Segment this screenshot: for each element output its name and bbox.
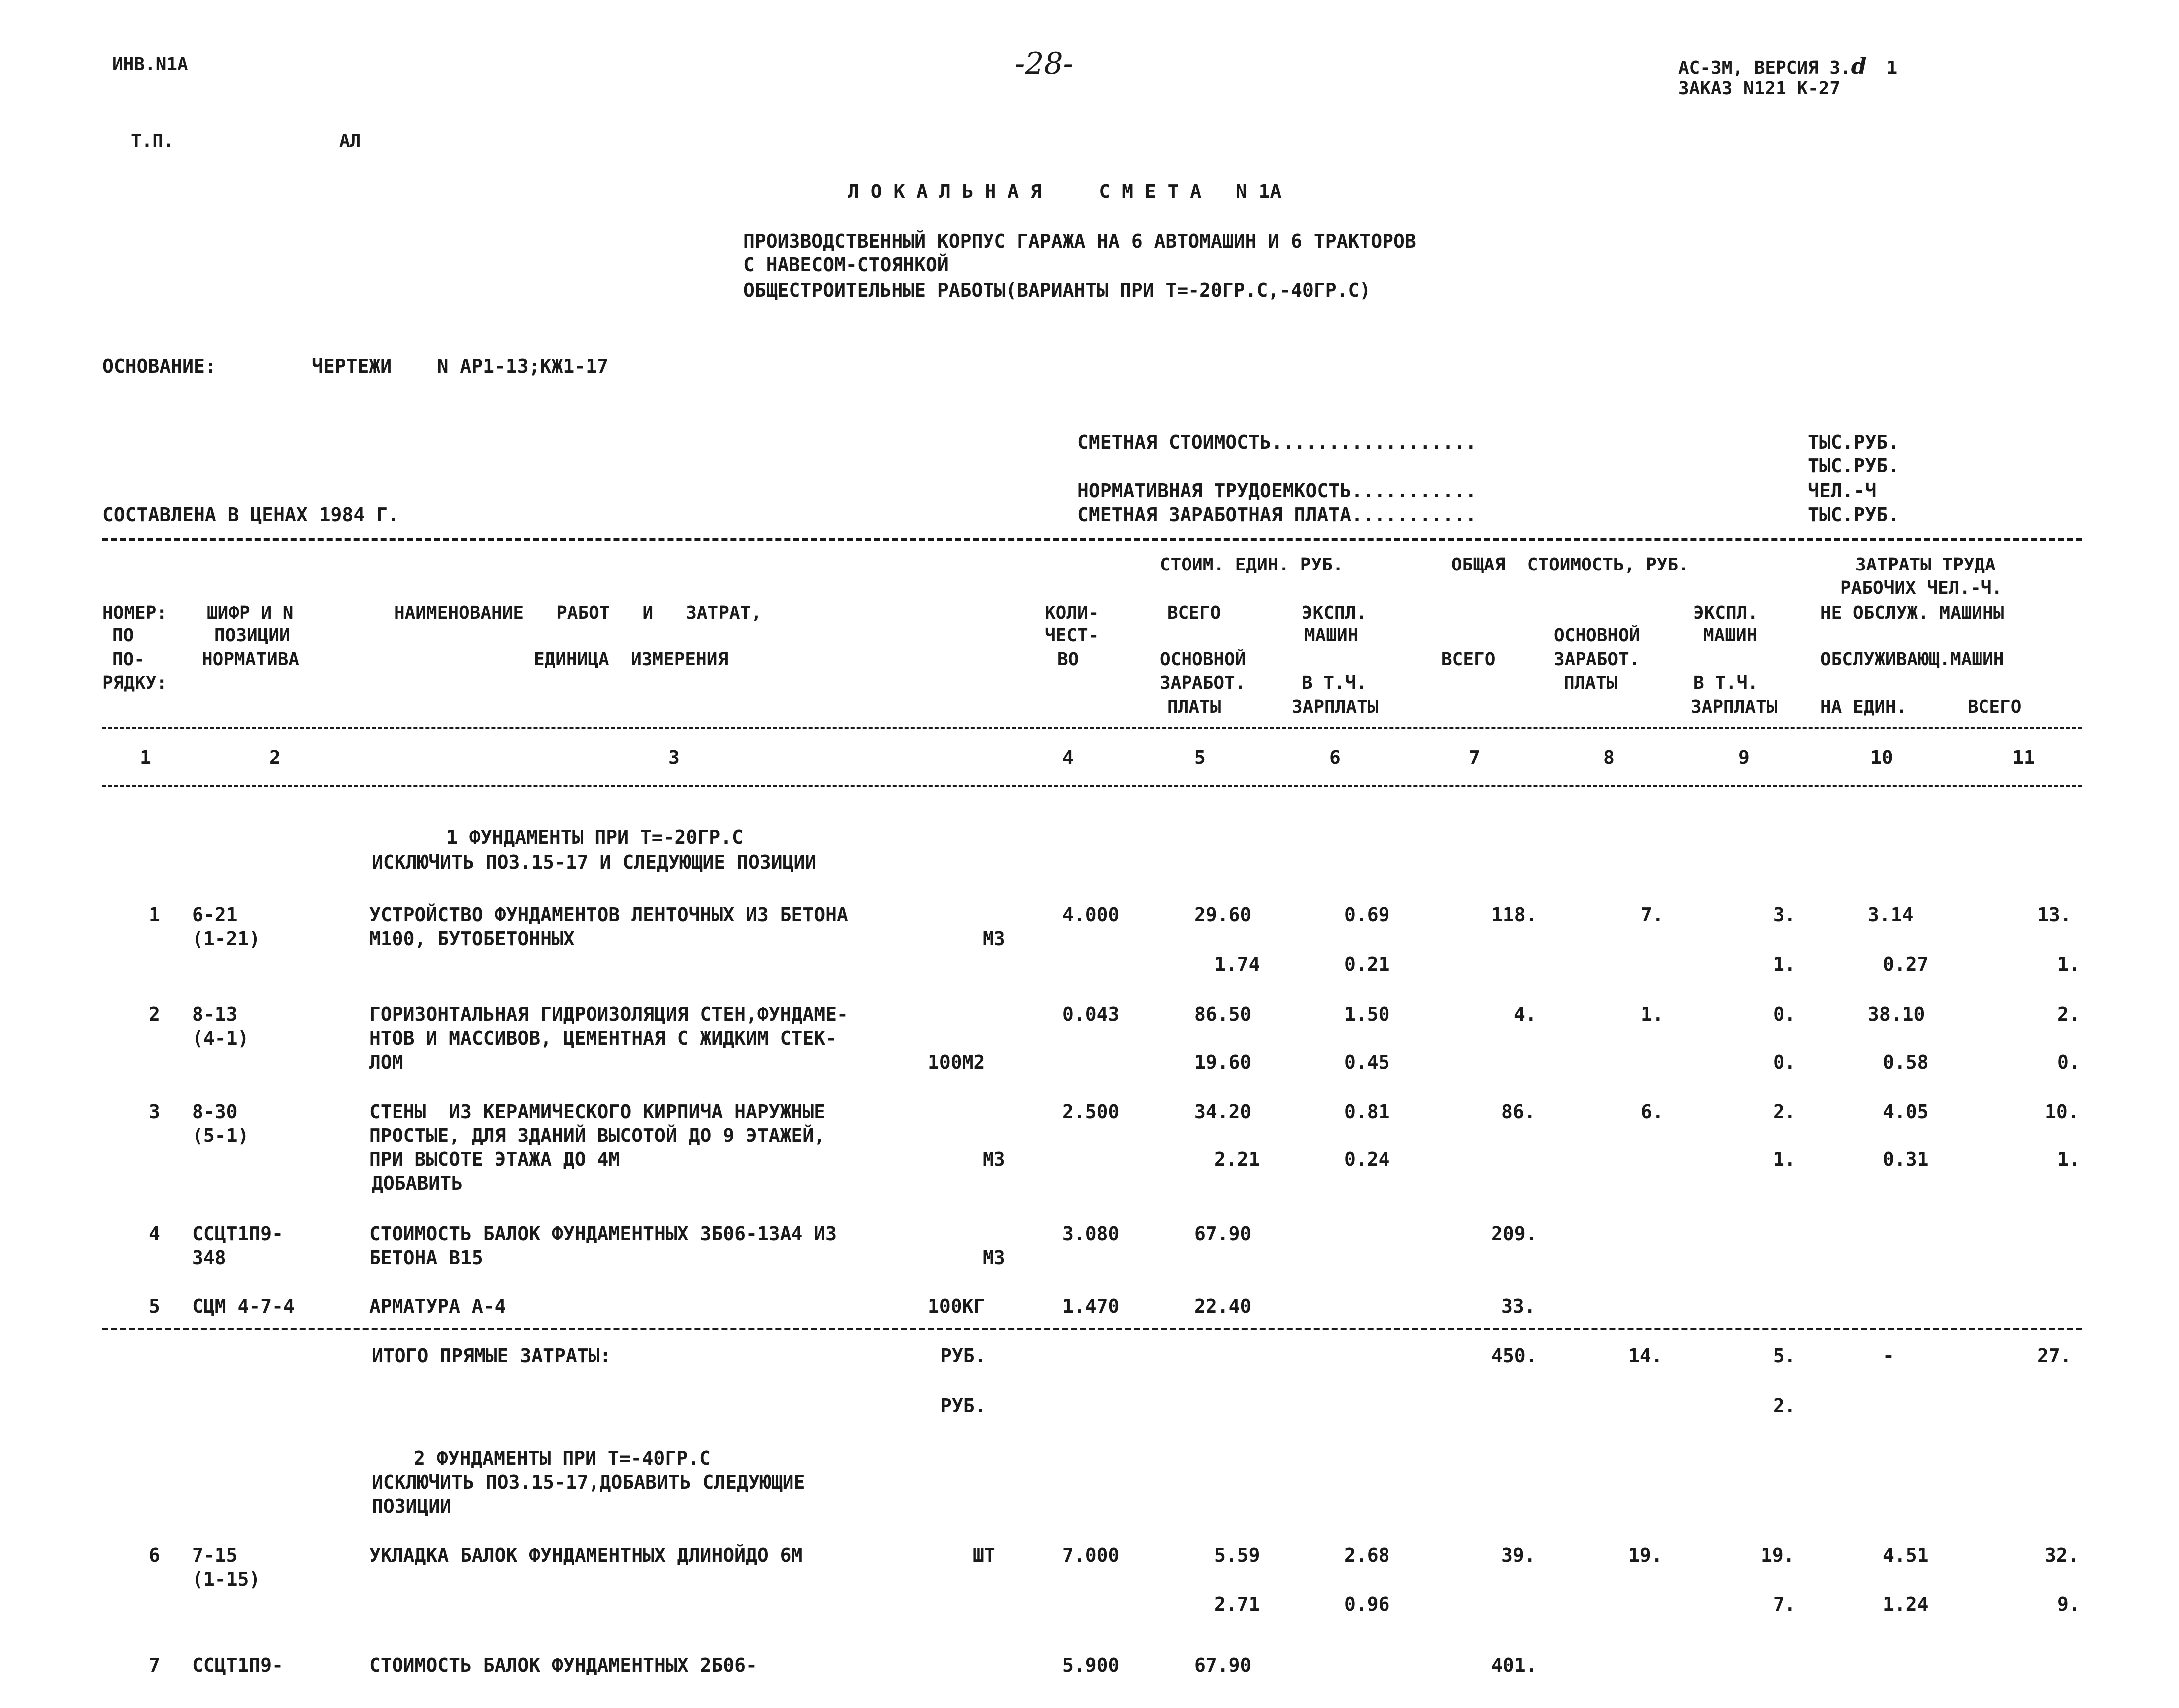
row-total: 4. — [1514, 1003, 1537, 1025]
hdr-col1-line2: ПО — [112, 625, 134, 646]
hdr-col6-line2: МАШИН — [1304, 625, 1359, 646]
row-name: УКЛАДКА БАЛОК ФУНДАМЕНТНЫХ ДЛИНОЙДО 6М — [369, 1544, 803, 1566]
row-name-2: БЕТОНА В15 — [369, 1247, 483, 1269]
hdr-col6-line4: ЗАРПЛАТЫ — [1292, 697, 1379, 717]
hdr-col4-line2: ЧЕСТ- — [1045, 625, 1099, 646]
basis-label: ОСНОВАНИЕ: — [102, 355, 216, 377]
basis-value: ЧЕРТЕЖИ N АР1-13;КЖ1-17 — [312, 355, 608, 377]
total-labor-unit: - — [1883, 1345, 1894, 1367]
row-unit-machines: 1.50 — [1344, 1003, 1390, 1025]
row-number: 7 — [149, 1654, 160, 1676]
section-1-title: 1 ФУНДАМЕНТЫ ПРИ Т=-20ГР.С — [446, 826, 743, 848]
colnum-2: 2 — [269, 747, 281, 768]
row-machines: 2. — [1773, 1101, 1796, 1123]
row-unit-total: 67.90 — [1194, 1223, 1252, 1245]
row-total: 118. — [1491, 904, 1537, 926]
row-wages: 19. — [1628, 1544, 1663, 1566]
row-number: 5 — [149, 1295, 160, 1317]
row-unit-wage: 2.21 — [1214, 1148, 1260, 1170]
summary-labor-intensity: НОРМАТИВНАЯ ТРУДОЕМКОСТЬ........... — [1077, 480, 1477, 502]
row-unit-machines: 0.69 — [1344, 904, 1390, 926]
row-labor-total-machine: 9. — [2057, 1593, 2080, 1615]
row-number: 3 — [149, 1101, 160, 1123]
hdr-col10: НА ЕДИН. — [1820, 697, 1907, 717]
hdr-col5-line3: ЗАРАБОТ. — [1160, 673, 1246, 693]
hdr-col4-line1: КОЛИ- — [1045, 603, 1099, 623]
total-labor-total: 27. — [2037, 1345, 2072, 1367]
row-unit-machine-wage: 0.45 — [1344, 1051, 1390, 1073]
tp-label: Т.П. — [131, 131, 174, 151]
row-unit: 100М2 — [928, 1051, 985, 1073]
hdr-col4-line3: ВО — [1057, 649, 1079, 670]
colnum-7: 7 — [1469, 747, 1480, 768]
row-code: 8-30 — [192, 1101, 238, 1123]
totals-rule — [102, 1328, 2082, 1330]
subtitle-line-1: ПРОИЗВОДСТВЕННЫЙ КОРПУС ГАРАЖА НА 6 АВТОМАШИН И 6 ТРАКТОРОВ — [743, 230, 1416, 252]
row-unit-total: 86.50 — [1194, 1003, 1252, 1025]
row-code-2: (5-1) — [192, 1125, 249, 1146]
row-name: СТОИМОСТЬ БАЛОК ФУНДАМЕНТНЫХ 3Б06-13А4 ИЗ — [369, 1223, 837, 1245]
row-code: ССЦТ1П9- — [192, 1223, 284, 1245]
row-machine-wage: 7. — [1773, 1593, 1796, 1615]
colnum-10: 10 — [1870, 747, 1893, 768]
section-1-note: ИСКЛЮЧИТЬ ПОЗ.15-17 И СЛЕДУЮЩИЕ ПОЗИЦИИ — [372, 851, 817, 873]
row-labor-unit: 3.14 — [1868, 904, 1914, 926]
row-unit-wage: 2.71 — [1214, 1593, 1260, 1615]
row-machines: 0. — [1773, 1003, 1796, 1025]
page-number: -28- — [1015, 46, 1073, 81]
summary-unit-3: ЧЕЛ.-Ч — [1808, 480, 1877, 502]
row-machines: 19. — [1761, 1544, 1795, 1566]
row-unit: М3 — [983, 928, 1005, 949]
section-2-note-2: ПОЗИЦИИ — [372, 1495, 452, 1517]
row-unit-total: 29.60 — [1194, 904, 1252, 926]
hdr-col1-line3: ПО- — [112, 649, 145, 670]
row-unit: М3 — [983, 1247, 1005, 1269]
row-labor-total-machine: 0. — [2057, 1051, 2080, 1073]
total-sum: 450. — [1491, 1345, 1537, 1367]
total-label: ИТОГО ПРЯМЫЕ ЗАТРАТЫ: — [372, 1345, 611, 1367]
row-total: 209. — [1491, 1223, 1537, 1245]
hdr-col8-line1: ОСНОВНОЙ — [1554, 625, 1640, 646]
row-name-2: НТОВ И МАССИВОВ, ЦЕМЕНТНАЯ С ЖИДКИМ СТЕК- — [369, 1027, 837, 1049]
section-2-title: 2 ФУНДАМЕНТЫ ПРИ Т=-40ГР.С — [414, 1447, 711, 1469]
row-unit-machines: 2.68 — [1344, 1544, 1390, 1566]
prices-basis: СОСТАВЛЕНА В ЦЕНАХ 1984 Г. — [102, 504, 399, 526]
row-code: 8-13 — [192, 1003, 238, 1025]
row-name: ГОРИЗОНТАЛЬНАЯ ГИДРОИЗОЛЯЦИЯ СТЕН,ФУНДАМЕ- — [369, 1003, 848, 1025]
header-rule — [102, 727, 2082, 729]
hdr-col8-line3: ПЛАТЫ — [1564, 673, 1618, 693]
order-number: ЗАКАЗ N121 К-27 — [1678, 78, 1841, 99]
row-code-2: 348 — [192, 1247, 226, 1269]
row-unit: 100КГ — [928, 1295, 985, 1317]
hdr-unit-cost: СТОИМ. ЕДИН. РУБ. — [1160, 555, 1344, 575]
row-total: 86. — [1501, 1101, 1536, 1123]
colnum-8: 8 — [1603, 747, 1615, 768]
row-quantity: 7.000 — [1062, 1544, 1120, 1566]
row-number: 6 — [149, 1544, 160, 1566]
total-wages: 14. — [1628, 1345, 1663, 1367]
hdr-col6-line1: ЭКСПЛ. — [1302, 603, 1367, 623]
hdr-col2-line3: НОРМАТИВА — [202, 649, 300, 670]
row-unit-wage: 1.74 — [1214, 953, 1260, 975]
colnum-3: 3 — [668, 747, 680, 768]
row-name: СТЕНЫ ИЗ КЕРАМИЧЕСКОГО КИРПИЧА НАРУЖНЫЕ — [369, 1101, 826, 1123]
row-labor-unit-machine: 0.58 — [1883, 1051, 1929, 1073]
row-machine-wage: 1. — [1773, 1148, 1796, 1170]
row-code: СЦМ 4-7-4 — [192, 1295, 295, 1317]
row-unit-machines: 0.81 — [1344, 1101, 1390, 1123]
row-number: 2 — [149, 1003, 160, 1025]
row-labor-total: 10. — [2045, 1101, 2079, 1123]
row-wages: 1. — [1641, 1003, 1664, 1025]
row-name: АРМАТУРА А-4 — [369, 1295, 506, 1317]
hdr-col8-line2: ЗАРАБОТ. — [1554, 649, 1640, 670]
subtitle-line-2: С НАВЕСОМ-СТОЯНКОЙ — [743, 254, 949, 276]
colnum-5: 5 — [1194, 747, 1206, 768]
row-labor-total-machine: 1. — [2057, 953, 2080, 975]
row-labor-total: 32. — [2045, 1544, 2079, 1566]
hdr-labor-line4: ОБСЛУЖИВАЮЩ.МАШИН — [1820, 649, 2004, 670]
row-number: 4 — [149, 1223, 160, 1245]
row-labor-unit: 38.10 — [1868, 1003, 1925, 1025]
total-unit-2: РУБ. — [940, 1395, 986, 1417]
hdr-col11: ВСЕГО — [1968, 697, 2022, 717]
summary-unit-4: ТЫС.РУБ. — [1808, 504, 1900, 526]
row-quantity: 4.000 — [1062, 904, 1120, 926]
row-quantity: 3.080 — [1062, 1223, 1120, 1245]
hdr-col5-line4: ПЛАТЫ — [1167, 697, 1221, 717]
row-name-extra: ДОБАВИТЬ — [372, 1172, 463, 1194]
colnum-9: 9 — [1738, 747, 1750, 768]
summary-unit-1: ТЫС.РУБ. — [1808, 431, 1900, 453]
hdr-col9-line2: МАШИН — [1703, 625, 1758, 646]
summary-estimated-cost: СМЕТНАЯ СТОИМОСТЬ.................. — [1077, 431, 1477, 453]
row-code-2: (1-15) — [192, 1568, 261, 1590]
hdr-col7: ВСЕГО — [1441, 649, 1496, 670]
row-quantity: 0.043 — [1062, 1003, 1120, 1025]
colnum-4: 4 — [1062, 747, 1074, 768]
row-machine-wage: 0. — [1773, 1051, 1796, 1073]
version-suffix: 1 — [1886, 58, 1898, 78]
row-unit-machine-wage: 0.24 — [1344, 1148, 1390, 1170]
row-total: 33. — [1501, 1295, 1536, 1317]
row-number: 1 — [149, 904, 160, 926]
row-machines: 3. — [1773, 904, 1796, 926]
row-unit: М3 — [983, 1148, 1005, 1170]
colnum-1: 1 — [140, 747, 151, 768]
row-name: СТОИМОСТЬ БАЛОК ФУНДАМЕНТНЫХ 2Б06- — [369, 1654, 757, 1676]
row-unit: ШТ — [973, 1544, 995, 1566]
row-unit-machine-wage: 0.96 — [1344, 1593, 1390, 1615]
al-label: АЛ — [339, 131, 361, 151]
hdr-col1-line4: РЯДКУ: — [102, 673, 168, 693]
row-code: 6-21 — [192, 904, 238, 926]
program-version — [1678, 56, 1897, 78]
hdr-labor-line2: РАБОЧИХ ЧЕЛ.-Ч. — [1840, 578, 2003, 598]
row-name: УСТРОЙСТВО ФУНДАМЕНТОВ ЛЕНТОЧНЫХ ИЗ БЕТОНА — [369, 904, 848, 926]
hdr-col5-line1: ВСЕГО — [1167, 603, 1221, 623]
colnum-11: 11 — [2012, 747, 2035, 768]
summary-wages: СМЕТНАЯ ЗАРАБОТНАЯ ПЛАТА........... — [1077, 504, 1477, 526]
hdr-col2-line2: ПОЗИЦИИ — [214, 625, 290, 646]
row-total: 401. — [1491, 1654, 1537, 1676]
row-labor-total: 2. — [2057, 1003, 2080, 1025]
row-unit-machine-wage: 0.21 — [1344, 953, 1390, 975]
row-machine-wage: 1. — [1773, 953, 1796, 975]
hdr-total-cost: ОБЩАЯ СТОИМОСТЬ, РУБ. — [1451, 555, 1689, 575]
summary-unit-2: ТЫС.РУБ. — [1808, 455, 1900, 477]
row-name-3: ЛОМ — [369, 1051, 403, 1073]
row-quantity: 2.500 — [1062, 1101, 1120, 1123]
row-code-2: (4-1) — [192, 1027, 249, 1049]
total-machines: 5. — [1773, 1345, 1796, 1367]
section-2-note: ИСКЛЮЧИТЬ ПОЗ.15-17,ДОБАВИТЬ СЛЕДУЮЩИЕ — [372, 1471, 805, 1493]
hdr-col9-line4: ЗАРПЛАТЫ — [1691, 697, 1778, 717]
row-labor-unit: 4.51 — [1883, 1544, 1929, 1566]
row-labor-unit-machine: 0.27 — [1883, 953, 1929, 975]
row-labor-total-machine: 1. — [2057, 1148, 2080, 1170]
row-quantity: 1.470 — [1062, 1295, 1120, 1317]
hdr-col6-line3: В Т.Ч. — [1302, 673, 1367, 693]
table-top-rule — [102, 538, 2082, 541]
hdr-col5-line2: ОСНОВНОЙ — [1160, 649, 1246, 670]
inventory-number: ИНВ.N1А — [112, 54, 188, 75]
hdr-col9-line3: В Т.Ч. — [1693, 673, 1759, 693]
total-unit: РУБ. — [940, 1345, 986, 1367]
row-code: 7-15 — [192, 1544, 238, 1566]
hdr-labor-line1: ЗАТРАТЫ ТРУДА — [1855, 555, 1996, 575]
row-labor-total: 13. — [2037, 904, 2072, 926]
row-labor-unit: 4.05 — [1883, 1101, 1929, 1123]
row-name-3: ПРИ ВЫСОТЕ ЭТАЖА ДО 4М — [369, 1148, 620, 1170]
hdr-labor-line3: НЕ ОБСЛУЖ. МАШИНЫ — [1820, 603, 2004, 623]
subtitle-line-3: ОБЩЕСТРОИТЕЛЬНЫЕ РАБОТЫ(ВАРИАНТЫ ПРИ Т=-20ГР.С,-40ГР.С) — [743, 279, 1371, 301]
column-numbers-rule — [102, 785, 2082, 787]
hdr-col9-line1: ЭКСПЛ. — [1693, 603, 1759, 623]
row-unit-total: 67.90 — [1194, 1654, 1252, 1676]
hdr-col3-line2: ЕДИНИЦА ИЗМЕРЕНИЯ — [534, 649, 729, 670]
row-labor-unit-machine: 1.24 — [1883, 1593, 1929, 1615]
document-title: Л О К А Л Ь Н А Я С М Е Т А N 1А — [848, 181, 1282, 202]
total-machine-wage: 2. — [1773, 1395, 1796, 1417]
row-code-2: (1-21) — [192, 928, 261, 949]
row-wages: 7. — [1641, 904, 1664, 926]
row-name-2: ПРОСТЫЕ, ДЛЯ ЗДАНИЙ ВЫСОТОЙ ДО 9 ЭТАЖЕЙ, — [369, 1125, 826, 1146]
program-version-text: АС-3М, ВЕРСИЯ 3. — [1678, 58, 1851, 78]
row-code: ССЦТ1П9- — [192, 1654, 284, 1676]
row-name-2: М100, БУТОБЕТОННЫХ — [369, 928, 575, 949]
colnum-6: 6 — [1329, 747, 1341, 768]
hdr-col1-line1: НОМЕР: — [102, 603, 168, 623]
row-labor-unit-machine: 0.31 — [1883, 1148, 1929, 1170]
row-unit-total: 34.20 — [1194, 1101, 1252, 1123]
version-handwritten-mark: d — [1851, 54, 1867, 79]
row-total: 39. — [1501, 1544, 1536, 1566]
row-quantity: 5.900 — [1062, 1654, 1120, 1676]
row-unit-wage: 19.60 — [1194, 1051, 1252, 1073]
hdr-col3-line1: НАИМЕНОВАНИЕ РАБОТ И ЗАТРАТ, — [394, 603, 762, 623]
row-wages: 6. — [1641, 1101, 1664, 1123]
row-unit-total: 22.40 — [1194, 1295, 1252, 1317]
hdr-col2-line1: ШИФР И N — [207, 603, 294, 623]
row-unit-total: 5.59 — [1214, 1544, 1260, 1566]
